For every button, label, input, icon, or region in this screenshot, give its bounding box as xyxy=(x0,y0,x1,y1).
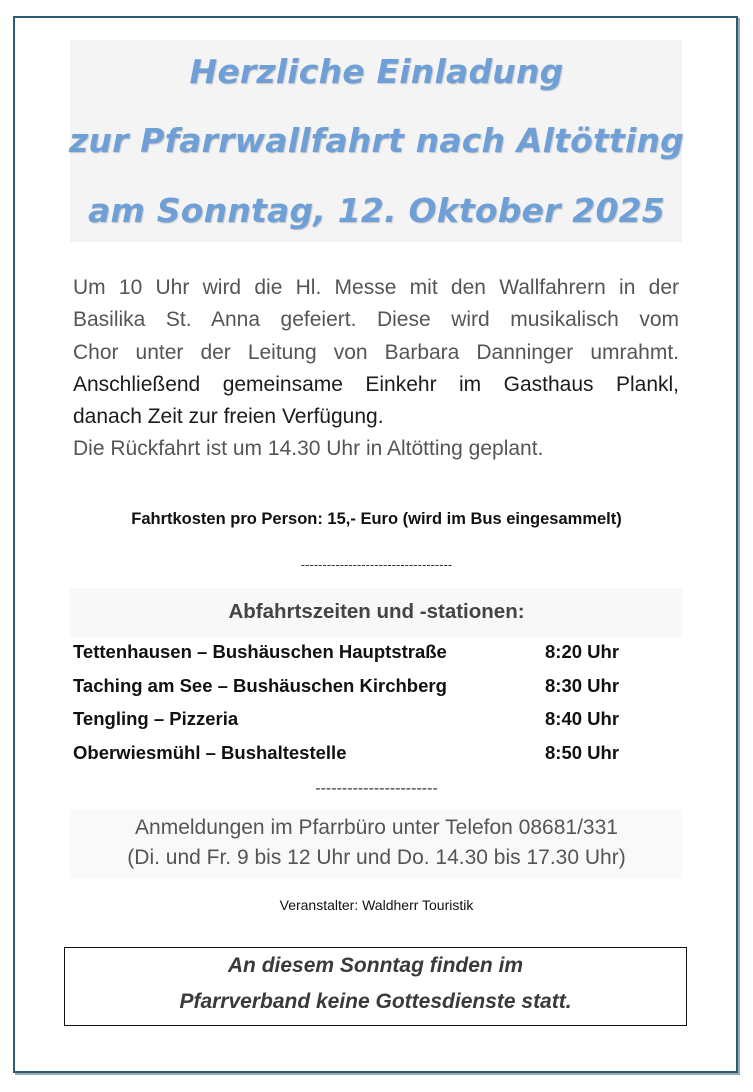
stop-name: Tettenhausen – Bushäuschen Hauptstraße xyxy=(73,641,447,662)
notice-line-2: Pfarrverband keine Gottesdienste statt. xyxy=(179,990,572,1013)
organizer: Veranstalter: Waldherr Touristik xyxy=(279,897,474,913)
stop-time: 8:30 Uhr xyxy=(545,675,620,696)
departures-heading: Abfahrtszeiten und -stationen: xyxy=(228,600,525,623)
stop-time: 8:20 Uhr xyxy=(545,641,620,662)
separator-2: ----------------------- xyxy=(315,780,438,797)
intro-line-2: Basilika St. Anna gefeiert. Diese wird musikalisch vom xyxy=(73,308,679,331)
title-line-2: zur Pfarrwallfahrt nach Altötting xyxy=(68,121,685,160)
separator-1: ----------------------------------- xyxy=(300,557,453,572)
travel-cost: Fahrtkosten pro Person: 15,- Euro (wird im Bus eingesammelt) xyxy=(131,510,622,528)
notice-line-1: An diesem Sonntag finden im xyxy=(227,954,524,977)
registration-line-2: (Di. und Fr. 9 bis 12 Uhr und Do. 14.30 bis 17.30 Uhr) xyxy=(127,846,626,869)
title-line-3: am Sonntag, 12. Oktober 2025 xyxy=(88,191,665,230)
stop-name: Taching am See – Bushäuschen Kirchberg xyxy=(73,675,447,696)
intro-line-1: Um 10 Uhr wird die Hl. Messe mit den Wallfahrern in der xyxy=(73,276,679,299)
stop-time: 8:50 Uhr xyxy=(545,742,620,763)
intro-line-5: danach Zeit zur freien Verfügung. xyxy=(73,405,384,428)
notice-box xyxy=(64,947,687,1026)
intro-line-6: Die Rückfahrt ist um 14.30 Uhr in Altötting geplant. xyxy=(73,437,544,460)
stop-name: Oberwiesmühl – Bushaltestelle xyxy=(73,742,347,763)
intro-line-3: Chor unter der Leitung von Barbara Danninger umrahmt. xyxy=(73,341,679,364)
stop-time: 8:40 Uhr xyxy=(545,708,620,729)
registration-line-1: Anmeldungen im Pfarrbüro unter Telefon 08681/331 xyxy=(135,816,618,839)
intro-line-4: Anschließend gemeinsame Einkehr im Gasthaus Plankl, xyxy=(73,373,679,396)
stop-name: Tengling – Pizzeria xyxy=(73,708,239,729)
title-line-1: Herzliche Einladung xyxy=(189,52,564,91)
